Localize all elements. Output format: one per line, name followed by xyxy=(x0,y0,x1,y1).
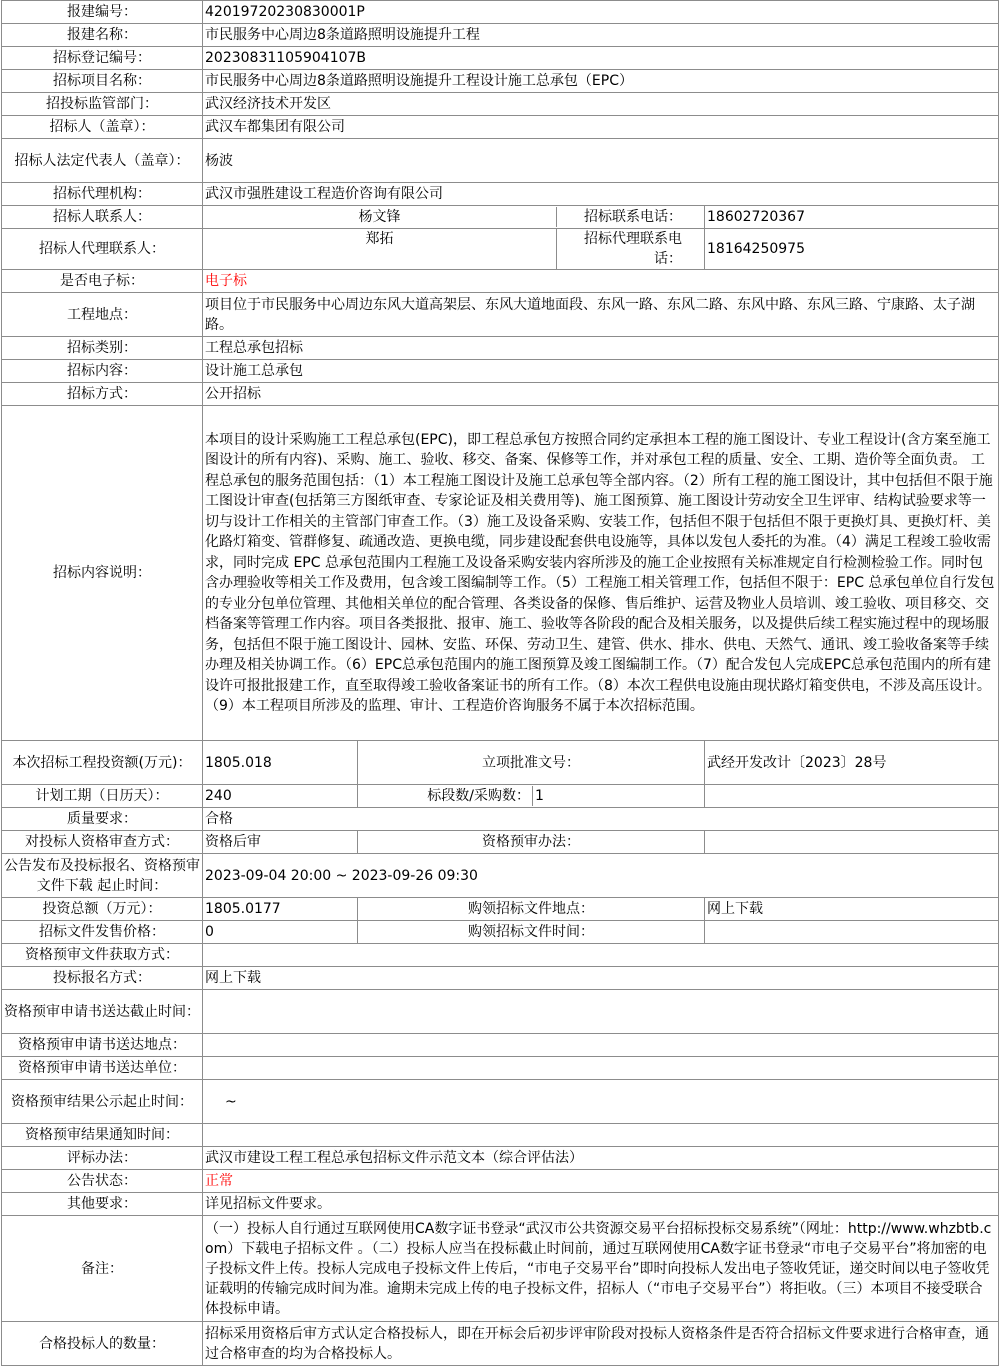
status-label: 公告状态： xyxy=(2,1170,203,1193)
category-value: 工程总承包招标 xyxy=(203,337,999,360)
row-reg-no xyxy=(2,47,999,70)
tenderer-value: 武汉车都集团有限公司 xyxy=(203,116,999,139)
doc-place-label: 购领招标文件地点： xyxy=(358,898,705,921)
row-agent-contact xyxy=(2,229,999,270)
signup-value: 网上下载 xyxy=(203,967,999,990)
location-value: 项目位于市民服务中心周边东风大道高架层、东风大道地面段、东风一路、东风二路、东风中路、东风三路、宁康路、太子湖路。 xyxy=(203,293,999,337)
row-bid-no xyxy=(2,1,999,24)
pre-place-value xyxy=(203,1034,999,1057)
contact-cell xyxy=(203,206,705,229)
project-name-value: 市民服务中心周边8条道路照明设施提升工程 xyxy=(203,24,999,47)
contact-phone-value: 18602720367 xyxy=(705,206,999,229)
pre-unit-label: 资格预审申请书送达单位： xyxy=(2,1057,203,1080)
tenderer-label: 招标人（盖章）： xyxy=(2,116,203,139)
sections-cell xyxy=(358,785,705,808)
pre-place-label: 资格预审申请书送达地点： xyxy=(2,1034,203,1057)
pre-result-time-label: 资格预审结果公示起止时间： xyxy=(2,1080,203,1124)
bid-no-label: 报建编号： xyxy=(2,1,203,24)
category-label: 招标类别： xyxy=(2,337,203,360)
row-content xyxy=(2,360,999,383)
tender-name-value: 市民服务中心周边8条道路照明设施提升工程设计施工总承包（EPC） xyxy=(203,70,999,93)
investment-value: 1805.018 xyxy=(203,741,358,785)
agent-phone-value: 18164250975 xyxy=(705,229,999,270)
row-qual-review xyxy=(2,831,999,854)
contact-value: 杨文锋 xyxy=(203,207,557,227)
reg-no-value: 20230831105904107B xyxy=(203,47,999,70)
legal-rep-label: 招标人法定代表人（盖章）： xyxy=(2,139,203,183)
description-label: 招标内容说明： xyxy=(2,406,203,741)
electronic-label: 是否电子标： xyxy=(2,270,203,293)
agent-contact-label: 招标人代理联系人： xyxy=(2,229,203,270)
pre-notice-time-value xyxy=(203,1124,999,1147)
pre-method-label: 资格预审办法： xyxy=(358,831,705,854)
agent-contact-value: 郑拓 xyxy=(203,229,557,269)
duration-value: 240 xyxy=(203,785,358,808)
supervisor-label: 招投标监管部门： xyxy=(2,93,203,116)
row-other xyxy=(2,1193,999,1216)
row-contact xyxy=(2,206,999,229)
row-description xyxy=(2,406,999,741)
sections-value: 1 xyxy=(535,788,544,804)
approval-value: 武经开发改计〔2023〕28号 xyxy=(705,741,999,785)
approval-label: 立项批准文号： xyxy=(358,741,705,785)
row-pre-unit xyxy=(2,1057,999,1080)
qualified-count-value: 招标采用资格后审方式认定合格投标人，即在开标会后初步评审阶段对投标人资格条件是否符合招标文件要求进行合格审查，通过合格审查的均为合格投标人。 xyxy=(203,1322,999,1366)
remark-label: 备注： xyxy=(2,1216,203,1322)
description-value: 本项目的设计采购施工工程总承包(EPC)，即工程总承包方按照合同约定承担本工程的施工图设计、专业工程设计(含方案至施工图设计的所有内容)、采购、施工、验收、移交、备案、保修等工作，并对承包工程的质量、安全、工期、造价等全面负责。 工程总承包的服务范围包括：（1）本工程施工图设计及施工总承包等全部内容。（2）所有工程的施工图设计，其中包括但不限于施工图设计审查(包括第三方图纸审查、专家论证及相关费用等)、施工图预算、施工图设计劳动安全卫生评审、结构试验要求等一切与设计工作相关的主管部门审查工作。（3）施工及设备采购、安装工作，包括但不限于包括但不限于更换灯具、更换灯杆、美化路灯箱变、管群修复、疏通改造、更换电缆，同步建设配套供电设施等，具体以发包人委托的为准。（4）满足工程竣工验收需求，同时完成 EPC 总承包范围内工程施工及设备采购安装内容所涉及的施工企业按照有关标准规定自行检测检验工作。同时包含办理验收等相关工作及费用，包含竣工图编制等工作。（5）工程施工相关管理工作，包括但不限于：EPC 总承包单位自行发包的专业分包单位管理、其他相关单位的配合管理、各类设备的保修、售后维护、运营及物业人员培训、竣工验收、项目移交、交档备案等管理工作内容。项目各类报批、报审、施工、验收等各阶段的配合及相关服务，以及提供后续工程实施过程中的现场服务，包括但不限于施工图设计、园林、安监、环保、劳动卫生、建管、供水、排水、供电、天然气、通讯、竣工验收备案等手续办理及相关协调工作。（6）EPC总承包范围内的施工图预算及竣工图编制工作。（7）配合发包人完成EPC总承包范围内的所有建设许可报批报建工作，直至取得竣工验收备案证书的所有工作。（8）本次工程供电设施由现状路灯箱变供电，不涉及高压设计。（9）本工程项目所涉及的监理、审计、工程造价咨询服务不属于本次招标范围。 xyxy=(203,406,999,741)
other-value: 详见招标文件要求。 xyxy=(203,1193,999,1216)
row-tenderer xyxy=(2,116,999,139)
location-label: 工程地点： xyxy=(2,293,203,337)
row-location xyxy=(2,293,999,337)
row-pre-doc-obtain xyxy=(2,944,999,967)
doc-time-label: 购领招标文件时间： xyxy=(358,921,705,944)
row-supervisor xyxy=(2,93,999,116)
row-legal-rep xyxy=(2,139,999,183)
doc-time-value xyxy=(705,921,999,944)
duration-label: 计划工期（日历天）： xyxy=(2,785,203,808)
content-value: 设计施工总承包 xyxy=(203,360,999,383)
bid-no-value: 42019720230830001P xyxy=(203,1,999,24)
row-pre-deadline xyxy=(2,990,999,1034)
pre-notice-time-label: 资格预审结果通知时间： xyxy=(2,1124,203,1147)
duration-empty xyxy=(705,785,999,808)
row-status xyxy=(2,1170,999,1193)
pre-result-time-value: ~ xyxy=(203,1080,999,1124)
doc-price-label: 招标文件发售价格： xyxy=(2,921,203,944)
doc-price-value: 0 xyxy=(203,921,358,944)
row-method xyxy=(2,383,999,406)
content-label: 招标内容： xyxy=(2,360,203,383)
agent-phone-label: 招标代理联系电话： xyxy=(584,231,682,267)
sections-label: 标段数/采购数： xyxy=(358,786,533,806)
pre-deadline-value xyxy=(203,990,999,1034)
announce-label: 公告发布及投标报名、资格预审文件下载 起止时间： xyxy=(2,854,203,898)
row-tender-name xyxy=(2,70,999,93)
row-qualified-count xyxy=(2,1322,999,1366)
agency-value: 武汉市强胜建设工程造价咨询有限公司 xyxy=(203,183,999,206)
row-signup xyxy=(2,967,999,990)
row-pre-place xyxy=(2,1034,999,1057)
pre-doc-obtain-label: 资格预审文件获取方式： xyxy=(2,944,203,967)
status-value: 正常 xyxy=(203,1170,999,1193)
announce-value: 2023-09-04 20:00 ~ 2023-09-26 09:30 xyxy=(203,854,999,898)
evaluation-value: 武汉市建设工程工程总承包招标文件示范文本（综合评估法） xyxy=(203,1147,999,1170)
tender-name-label: 招标项目名称： xyxy=(2,70,203,93)
row-announce xyxy=(2,854,999,898)
agent-contact-cell xyxy=(203,229,705,270)
total-invest-label: 投资总额（万元）： xyxy=(2,898,203,921)
electronic-value: 电子标 xyxy=(203,270,999,293)
legal-rep-value: 杨波 xyxy=(203,139,999,183)
quality-value: 合格 xyxy=(203,808,999,831)
row-project-name xyxy=(2,24,999,47)
project-name-label: 报建名称： xyxy=(2,24,203,47)
row-pre-result-time xyxy=(2,1080,999,1124)
pre-deadline-label: 资格预审申请书送达截止时间： xyxy=(2,990,203,1034)
qual-review-label: 对投标人资格审查方式： xyxy=(2,831,203,854)
row-electronic xyxy=(2,270,999,293)
row-evaluation xyxy=(2,1147,999,1170)
contact-label: 招标人联系人： xyxy=(2,206,203,229)
row-duration xyxy=(2,785,999,808)
qual-review-value: 资格后审 xyxy=(203,831,358,854)
row-total-invest xyxy=(2,898,999,921)
row-agency xyxy=(2,183,999,206)
evaluation-label: 评标办法： xyxy=(2,1147,203,1170)
tender-info-table xyxy=(1,0,999,1366)
row-quality xyxy=(2,808,999,831)
method-label: 招标方式： xyxy=(2,383,203,406)
row-doc-price xyxy=(2,921,999,944)
qualified-count-label: 合格投标人的数量： xyxy=(2,1322,203,1366)
row-pre-notice-time xyxy=(2,1124,999,1147)
signup-label: 投标报名方式： xyxy=(2,967,203,990)
total-invest-value: 1805.0177 xyxy=(203,898,358,921)
pre-method-value xyxy=(705,831,999,854)
agency-label: 招标代理机构： xyxy=(2,183,203,206)
row-remark xyxy=(2,1216,999,1322)
remark-value: （一）投标人自行通过互联网使用CA数字证书登录“武汉市公共资源交易平台招标投标交易系统”（网址：http://www.whzbtb.com）下载电子招标文件 。（二）投标人应当在投标截止时间前，通过互联网使用CA数字证书登录“市电子交易平台”将加密的电子投标文件上传。投标人完成电子投标文件上传后，“市电子交易平台”即时向投标人发出电子签收凭证，递交时间以电子签收凭证载明的传输完成时间为准。逾期未完成上传的电子投标文件，招标人（“市电子交易平台”）将拒收。（三）本项目不接受联合体投标申请。 xyxy=(203,1216,999,1322)
row-category xyxy=(2,337,999,360)
row-investment xyxy=(2,741,999,785)
supervisor-value: 武汉经济技术开发区 xyxy=(203,93,999,116)
doc-place-value: 网上下载 xyxy=(705,898,999,921)
other-label: 其他要求： xyxy=(2,1193,203,1216)
quality-label: 质量要求： xyxy=(2,808,203,831)
contact-phone-label: 招标联系电话： xyxy=(584,209,682,225)
method-value: 公开招标 xyxy=(203,383,999,406)
reg-no-label: 招标登记编号： xyxy=(2,47,203,70)
investment-label: 本次招标工程投资额(万元)： xyxy=(2,741,203,785)
pre-doc-obtain-value xyxy=(203,944,999,967)
pre-unit-value xyxy=(203,1057,999,1080)
